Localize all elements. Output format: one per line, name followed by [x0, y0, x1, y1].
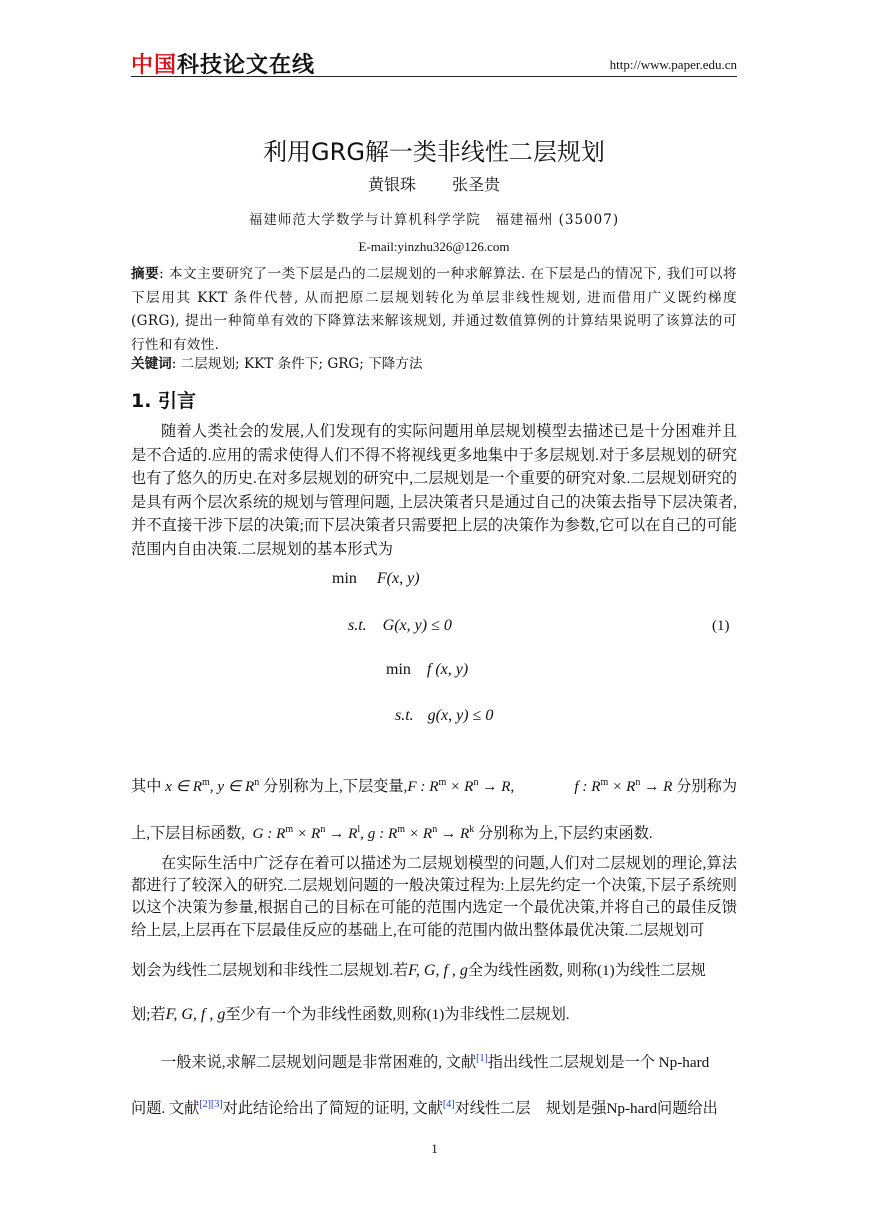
text-run [131, 775, 514, 796]
superscript: m [397, 823, 406, 835]
eq-operator: min [386, 661, 411, 678]
math-span: G : R [252, 825, 286, 842]
text-run [574, 775, 737, 796]
math-span: F, G, f , g [165, 1006, 226, 1023]
text-span: 一般来说,求解二层规划问题是非常困难的, 文献 [161, 1054, 477, 1071]
eq-operator: s.t. [348, 617, 367, 634]
math-span: × R [608, 778, 636, 795]
superscript: m [202, 776, 210, 788]
citation-link[interactable]: [2][3] [199, 1098, 223, 1110]
text-span: , [510, 778, 515, 795]
citation-link[interactable]: [1] [476, 1052, 488, 1064]
superscript: n [635, 776, 641, 788]
author-name: 张圣贵 [452, 175, 501, 194]
equation-line-4 [395, 707, 493, 725]
site-logo[interactable] [131, 48, 315, 79]
equation-line-3 [386, 661, 468, 679]
math-span: f : R [574, 778, 601, 795]
intro-paragraph-2: 在实际生活中广泛存在着可以描述为二层规划模型的问题,人们对二层规划的理论,算法都进行了较深入的研究.二层规划问题的一般决策过程为:上层先约定一个决策,下层子系统则以这个决策为参量,根据自己的目标在可能的范围内选定一个最优决策,并将自己的最佳反馈给上层,上层再在下层最佳反应的基础上,在可能的范围内做出整体最优决策.二层规划可 [131, 855, 737, 939]
superscript: m [600, 776, 609, 788]
paragraph-4-line [131, 1097, 737, 1118]
paragraph-2-line-b [131, 1003, 737, 1024]
math-span: → R [478, 778, 511, 795]
text-span: 至少有一个为非线性函数,则称(1)为非线性二层规划. [225, 1006, 570, 1023]
abstract-text: : 本文主要研究了一类下层是凸的二层规划的一种求解算法. 在下层是凸的情况下, 我们可以将下层用其 KKT 条件代替, 从而把原二层规划转化为单层非线性规划, 进而借用广义既约梯度 (GRG), 提出一种简单有效的下降算法来解该规划, 并通过数值算例的计算结果说明了该算法的可行性和有效性. [131, 266, 737, 353]
variables-line-1 [131, 775, 737, 796]
superscript: k [469, 823, 475, 835]
paragraph-3-line [131, 1051, 737, 1072]
text-span: 上,下层目标函数, [131, 825, 245, 842]
math-span: , g : R [360, 825, 398, 842]
paragraph-2-line-a [131, 959, 737, 980]
eq-operator: min [332, 570, 357, 587]
author-affiliation: 福建师范大学数学与计算机科学学院 福建福州 (35007) [248, 212, 620, 228]
superscript: m [438, 776, 447, 788]
math-span: F, G, f , g [408, 962, 468, 979]
page-number: 1 [431, 1141, 438, 1156]
logo-black-text: 科技论文在线 [177, 53, 316, 78]
math-span: × R [405, 825, 433, 842]
equation-number: (1) [712, 618, 730, 634]
author-name: 黄银珠 [367, 175, 416, 194]
math-span: , y ∈ R [209, 778, 255, 795]
text-span: 分别称为 [676, 778, 737, 795]
math-span: → R [640, 778, 673, 795]
logo-red-text: 中国 [131, 53, 178, 78]
math-span: → R [325, 825, 358, 842]
keywords [131, 353, 737, 375]
equation-line-1 [332, 570, 420, 588]
text-span: 指出线性二层规划是一个 Np-hard [487, 1054, 710, 1071]
superscript: m [285, 823, 294, 835]
math-span: × R [446, 778, 474, 795]
eq-expression: g(x, y) ≤ 0 [427, 707, 494, 724]
eq-expression: F(x, y) [376, 570, 420, 587]
variables-line-2 [131, 822, 737, 843]
site-url[interactable]: http://www.paper.edu.cn [609, 57, 737, 72]
superscript: n [473, 776, 479, 788]
paper-title: 利用GRG解一类非线性二层规划 [263, 138, 605, 166]
superscript: l [357, 823, 361, 835]
superscript: n [254, 776, 260, 788]
text-span: 对线性二层 规划是强Np-hard问题给出 [454, 1100, 718, 1117]
text-span: 其中 [131, 778, 162, 795]
eq-expression: f (x, y) [426, 661, 469, 678]
text-span: 划;若 [131, 1006, 166, 1023]
superscript: n [320, 823, 326, 835]
header-rule [131, 76, 737, 77]
math-span: × R [293, 825, 321, 842]
text-span: 划会为线性二层规划和非线性二层规划.若 [131, 962, 409, 979]
math-span: x ∈ R [165, 778, 203, 795]
math-span: F : R [407, 778, 439, 795]
page-header [131, 46, 737, 80]
intro-paragraph-1: 随着人类社会的发展,人们发现有的实际问题用单层规划模型去描述已是十分困难并且是不合适的.应用的需求使得人们不得不将视线更多地集中于多层规划.对于多层规划的研究也有了悠久的历史.在对多层规划的研究中,二层规划是一个重要的研究对象.二层规划研究的是具有两个层次系统的规划与管理问题, 上层决策者只是通过自己的决策去指导下层决策者,并不直接干涉下层的决策;而下层决策者只需要把上层的决策作为参数,它可以在自己的可能范围内自由决策.二层规划的基本形式为 [131, 423, 737, 558]
keywords-label: 关键词 [131, 356, 172, 372]
math-span: → R [437, 825, 470, 842]
text-span: 全为线性函数, 则称(1)为线性二层规 [467, 962, 706, 979]
citation-link[interactable]: [4] [442, 1098, 455, 1110]
eq-operator: s.t. [395, 707, 414, 724]
author-email[interactable]: E-mail:yinzhu326@126.com [358, 239, 510, 254]
text-span: 对此结论给出了简短的证明, 文献 [222, 1100, 443, 1117]
abstract [131, 263, 737, 357]
superscript: n [432, 823, 438, 835]
keywords-text: : 二层规划; KKT 条件下; GRG; 下降方法 [171, 356, 423, 372]
section-heading: 1. 引言 [131, 390, 197, 412]
equation-line-2 [348, 617, 452, 635]
paper-authors [131, 172, 737, 195]
text-span: 分别称为上,下层变量, [263, 778, 408, 795]
text-span: 分别称为上,下层约束函数. [478, 825, 653, 842]
text-span: 问题. 文献 [131, 1100, 200, 1117]
eq-expression: G(x, y) ≤ 0 [382, 617, 452, 634]
abstract-label: 摘要 [131, 266, 160, 282]
